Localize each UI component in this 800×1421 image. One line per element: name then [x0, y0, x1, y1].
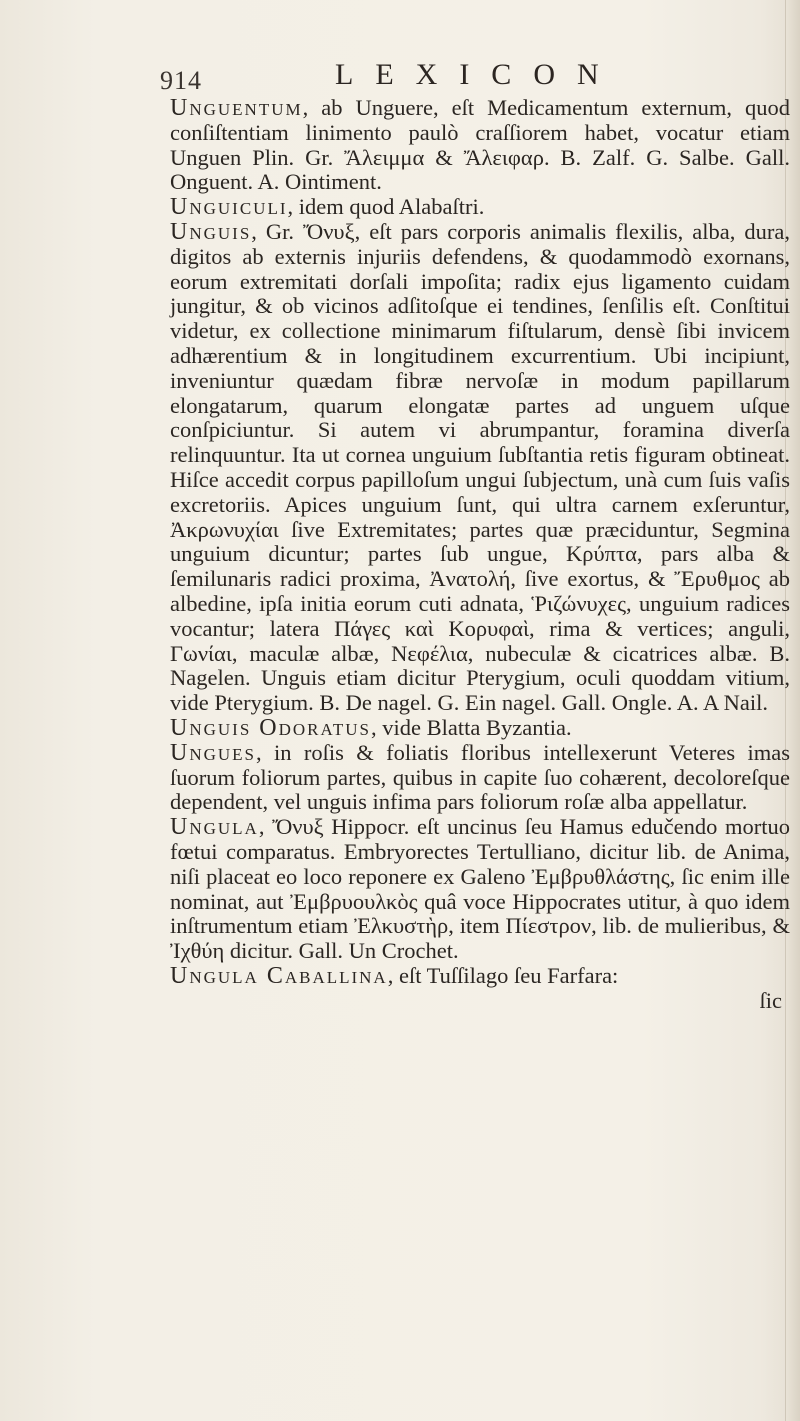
entry-unguiculi: [170, 195, 790, 220]
definition: , idem quod Alabaſtri.: [287, 194, 485, 220]
definition: , eſt Tuſſilago ſeu Farfara:: [387, 962, 619, 988]
catchword: ſic: [759, 987, 782, 1013]
definition: , Gr. Ὄνυξ, eſt pars corporis animalis flexilis, alba, dura, digitos ab externis injuriis defendens, & quodammodò exornans, eorum extremitati dorſali impoſita; radix ejus ligamento cuidam jungitur, & ob vicinos adſitoſque ei tendines, ſenſilis eſt. Conſtitui videtur, ex collectione minimarum fiſtularum, densè ſibi invicem adhærentium & in longitudinem excurrentium. Ubi incipiunt, inveniuntur quædam fibræ nervoſæ in modum papillarum elongatarum, quarum elongatæ partes ad unguem uſque conſpiciuntur. Si autem vi abrumpantur, foramina diverſa relinquuntur. Ita ut cornea unguium ſubſtantia retis figuram obtineat. Hiſce accedit corpus papilloſum ungui ſubjectum, unà cum ſuis vaſis excretoriis. Apices unguium ſunt, qui ultra carnem exſeruntur, Ἀκρωνυχίαι ſive Extremitates; partes quæ præciduntur, Segmina unguium dicuntur; partes ſub ungue, Κρύπτα, pars alba & ſemilunaris radici proxima, Ἀνατολή, ſive exortus, & Ἔρυθμος ab albedine, ipſa initia eorum cuti adnata, Ῥιζώνυχες, unguium radices vocantur; latera Πάγες καὶ Κορυφαὶ, rima & vertices; anguli, Γωνίαι, maculæ albæ, Νεφέλια, nubeculæ & cicatrices albæ. B. Nagelen. Unguis etiam dicitur Pterygium, oculi quoddam vitium, vide Pterygium. B. De nagel. G. Ein nagel. Gall. Ongle. A. A Nail.: [170, 218, 790, 716]
headword: Ungula: [170, 814, 259, 841]
entry-ungues: [170, 741, 790, 815]
running-head: LEXICON: [335, 58, 621, 91]
headword: Ungues: [170, 739, 257, 766]
page-header: [160, 58, 800, 98]
definition: , ab Unguere, eſt Medicamentum externum, quod conſiſtentiam linimento paulò craſſiorem habet, vocatur etiam Unguen Plin. Gr. Ἄλειμμα & Ἄλειφαρ. B. Zalf. G. Salbe. Gall. Onguent. A. Ointiment.: [170, 95, 790, 195]
entry-ungula: [170, 815, 790, 964]
definition: , in roſis & foliatis floribus intellexerunt Veteres imas ſuorum foliorum partes, quibus in capite ſuo cohærent, decoloreſque dependent, vel unguis infima pars foliorum roſæ alba appellatur.: [170, 739, 790, 815]
definition: , Ὄνυξ Hippocr. eſt uncinus ſeu Hamus edučendo mortuo fœtui comparatus. Embryorectes Tertulliano, dicitur lib. de Anima, niſi placeat eo loco reponere ex Galeno Ἐμβρυθλάστης, ſic enim ille nominat, aut Ἐμβρυουλκὸς quâ voce Hippocrates utitur, à quo idem inſtrumentum etiam Ἐλκυστὴρ, item Πίεστρον, lib. de mulieribus, & Ἰχθύη dicitur. Gall. Un Crochet.: [170, 814, 790, 964]
dictionary-text: [170, 96, 790, 1013]
headword: Unguis Odoratus: [170, 714, 372, 741]
page-number: 914: [160, 66, 202, 95]
headword: Ungula Caballina: [170, 962, 388, 989]
entry-ungula-caballina: [170, 964, 790, 989]
headword: Unguiculi: [170, 194, 288, 221]
headword: Unguentum: [170, 95, 303, 121]
headword: Unguis: [170, 218, 252, 245]
entry-unguis-odoratus: [170, 716, 790, 741]
entry-unguentum: [170, 96, 790, 195]
entry-unguis: [170, 220, 790, 716]
definition: , vide Blatta Byzantia.: [371, 714, 572, 740]
